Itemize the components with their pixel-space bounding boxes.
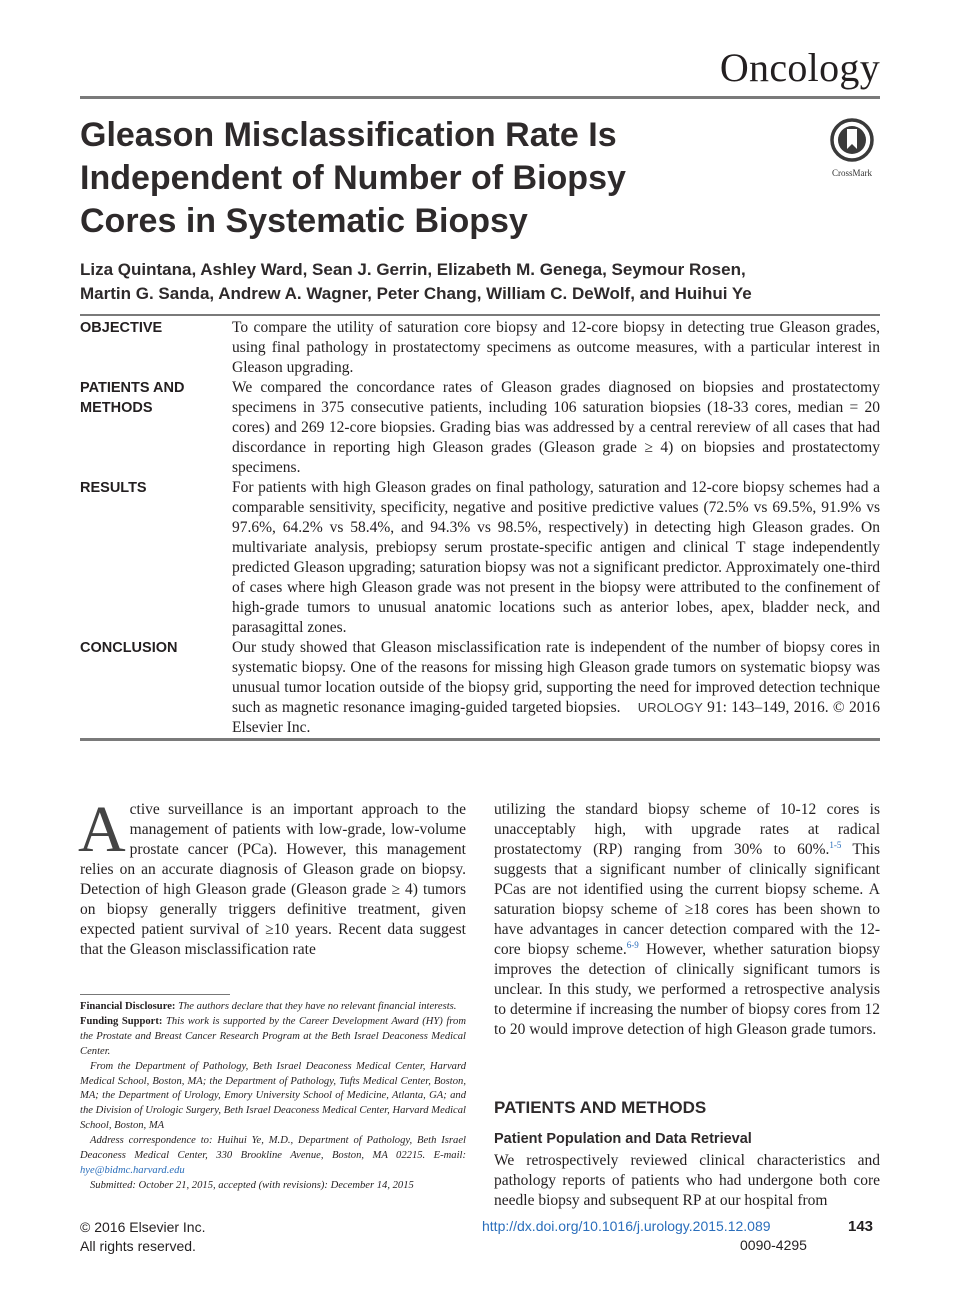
footnote-text: Address correspondence to: Huihui Ye, M.D., Department of Pathology, Beth Israel Deaconess Medical Center, 330 Brookline Avenue, Boston, MA 02215. E-mail: xyxy=(80,1135,466,1162)
drop-cap: A xyxy=(78,793,126,866)
issn: 0090-4295 xyxy=(740,1237,807,1253)
footnotes xyxy=(80,1000,466,1194)
reference-link[interactable]: 6-9 xyxy=(626,939,639,950)
footnote-affiliations xyxy=(80,1060,466,1135)
footnote-text: From the Department of Pathology, Beth Israel Deaconess Medical Center, Harvard Medical School, Boston, MA; the Department of Pathology, Tufts Medical Center, Boston, MA; the Department of Urology, Emory University School of Medicine, Atlanta, GA; and the Division of Urologic Surgery, Beth Israel Deaconess Medical Center, Harvard Medical School, Boston, MA xyxy=(80,1060,466,1132)
crossmark-badge[interactable] xyxy=(822,118,882,178)
intro-paragraph: ctive surveillance is an important approach to the management of patients with low-grade, low-volume prostate cancer (PCa). However, this management relies on an accurate diagnosis of Gleason grade on biopsy. Detection of high Gleason grade (Gleason grade ≥ 4) tumors on biopsy generally triggers definitive treatment, given expected patient survival of ≥10 years. Recent data suggest that the Gleason misclassification rate xyxy=(80,801,466,958)
subsection-heading-population: Patient Population and Data Retrieval xyxy=(494,1131,752,1147)
footnote-submitted xyxy=(80,1179,466,1194)
footnote-text: This work is supported by the Career Development Award (HY) from the Prostate and Breast Cancer Research Program at the Beth Israel Deaconess Medical Center. xyxy=(80,1015,466,1057)
section-heading-patients-methods: PATIENTS AND METHODS xyxy=(494,1098,707,1117)
footnote-disclosure xyxy=(80,1000,466,1015)
doi-link[interactable]: http://dx.doi.org/10.1016/j.urology.2015.12.089 xyxy=(482,1218,771,1234)
footnote-text: The authors declare that they have no relevant financial interests. xyxy=(175,1001,457,1012)
body-text: This suggests that a significant number of clinically significant PCas are not identified using the current biopsy scheme. A saturation biopsy scheme of ≥18 cores has been shown to have advantages in cancer detection compared with the 12-core biopsy scheme. xyxy=(494,841,880,958)
body-right-column xyxy=(494,800,880,1040)
page-number: 143 xyxy=(848,1218,874,1235)
abstract-results-text: For patients with high Gleason grades on final pathology, saturation and 12-core biopsy schemes had a comparable sensitivity, specificity, negative and positive predictive values (72.5% vs 69.5%, 91.9% vs 97.6%, 64.2% vs 58.4%, and 94.3% vs 98.5%, respectively) in detecting high Gleason grades. On multivariate analysis, prebiopsy serum prostate-specific antigen and clinical T stage independently predicted Gleason upgrading; saturation biopsy was not a significant predictor. Approximately one-third of cases where high Gleason grade was not present in the biopsy were attributed to the confinement of high-grade tumors to unusual anatomic locations such as anterior lobes, apex, bladder neck, and parasagittal zones. xyxy=(232,479,880,636)
footnote-label: Financial Disclosure: xyxy=(80,1001,176,1012)
abstract-objective-text: To compare the utility of saturation core biopsy and 12-core biopsy in detecting true Gleason grades, using final pathology in prostatectomy specimens as outcome measures, with a particular interest in Gleason upgrading. xyxy=(232,319,880,376)
copyright-line: © 2016 Elsevier Inc. xyxy=(80,1219,206,1235)
abstract-conclusion xyxy=(232,638,880,738)
footnote-correspondence xyxy=(80,1134,466,1179)
footnote-text: Submitted: October 21, 2015, accepted (with revisions): December 14, 2015 xyxy=(90,1179,414,1191)
heading-line: METHODS xyxy=(80,400,153,416)
abstract-heading-methods xyxy=(80,378,220,418)
crossmark-icon xyxy=(830,118,874,162)
citation-details: 91: 143–149, 2016. © 2016 Elsevier Inc. xyxy=(232,699,881,736)
citation-journal: UROLOGY xyxy=(637,700,703,715)
footer-copyright xyxy=(80,1218,206,1256)
footnote-rule xyxy=(80,994,230,995)
body-text: However, whether saturation biopsy improves the detection of clinically significant tumors is unclear. In this study, we performed a retrospective analysis to determine if increasing the number of biopsy cores from 12 to 20 would improve detection of high Gleason grade tumors. xyxy=(494,941,880,1038)
reference-link[interactable]: 1-5 xyxy=(829,839,842,850)
footnote-label: Funding Support: xyxy=(80,1015,163,1027)
header-rule xyxy=(80,96,880,99)
abstract-bottom-rule xyxy=(80,738,880,741)
author-line: Martin G. Sanda, Andrew A. Wagner, Peter Chang, William C. DeWolf, and Huihui Ye xyxy=(80,284,752,303)
author-list xyxy=(80,258,880,306)
crossmark-label: CrossMark xyxy=(832,168,872,178)
heading-line: PATIENTS AND xyxy=(80,380,185,396)
rights-line: All rights reserved. xyxy=(80,1238,196,1254)
email-link[interactable]: hye@bidmc.harvard.edu xyxy=(80,1164,185,1176)
population-paragraph: We retrospectively reviewed clinical characteristics and pathology reports of patients who had undergone both core needle biopsy and subsequent RP at our hospital from xyxy=(494,1152,880,1209)
body-text: utilizing the standard biopsy scheme of 10-12 cores is unacceptably high, with upgrade rates at radical prostatectomy (RP) ranging from 30% to 60%. xyxy=(494,801,880,858)
abstract-heading-conclusion: CONCLUSION xyxy=(80,640,178,656)
abstract-heading-results: RESULTS xyxy=(80,480,147,496)
abstract-methods-text: We compared the concordance rates of Gleason grades diagnosed on biopsies and prostatectomy specimens in 375 consecutive patients, including 106 saturation biopsies (18-33 cores, median = 20 cores) and 269 12-core biopsies. Grading bias was addressed by a central rereview of all cases that had discordance in reporting high Gleason grades (Gleason grade ≥ 4) on biopsies and prostatectomy specimens. xyxy=(232,379,880,476)
article-title: Gleason Misclassification Rate Is Independent of Number of Biopsy Cores in Systematic Biopsy xyxy=(80,116,626,240)
author-line: Liza Quintana, Ashley Ward, Sean J. Gerrin, Elizabeth M. Genega, Seymour Rosen, xyxy=(80,260,746,279)
journal-section-label: Oncology xyxy=(719,45,880,90)
abstract-conclusion-text: Our study showed that Gleason misclassification rate is independent of the number of biopsy cores in systematic biopsy. One of the reasons for missing high Gleason grade tumors on systematic biopsy was unusual tumor location outside of the biopsy grid, supporting the need for improved detection technique such as magnetic resonance imaging-guided targeted biopsies. xyxy=(232,639,880,716)
footnote-funding xyxy=(80,1015,466,1060)
abstract-heading-objective: OBJECTIVE xyxy=(80,320,163,336)
abstract-top-rule xyxy=(80,314,880,316)
body-left-column xyxy=(78,793,466,960)
